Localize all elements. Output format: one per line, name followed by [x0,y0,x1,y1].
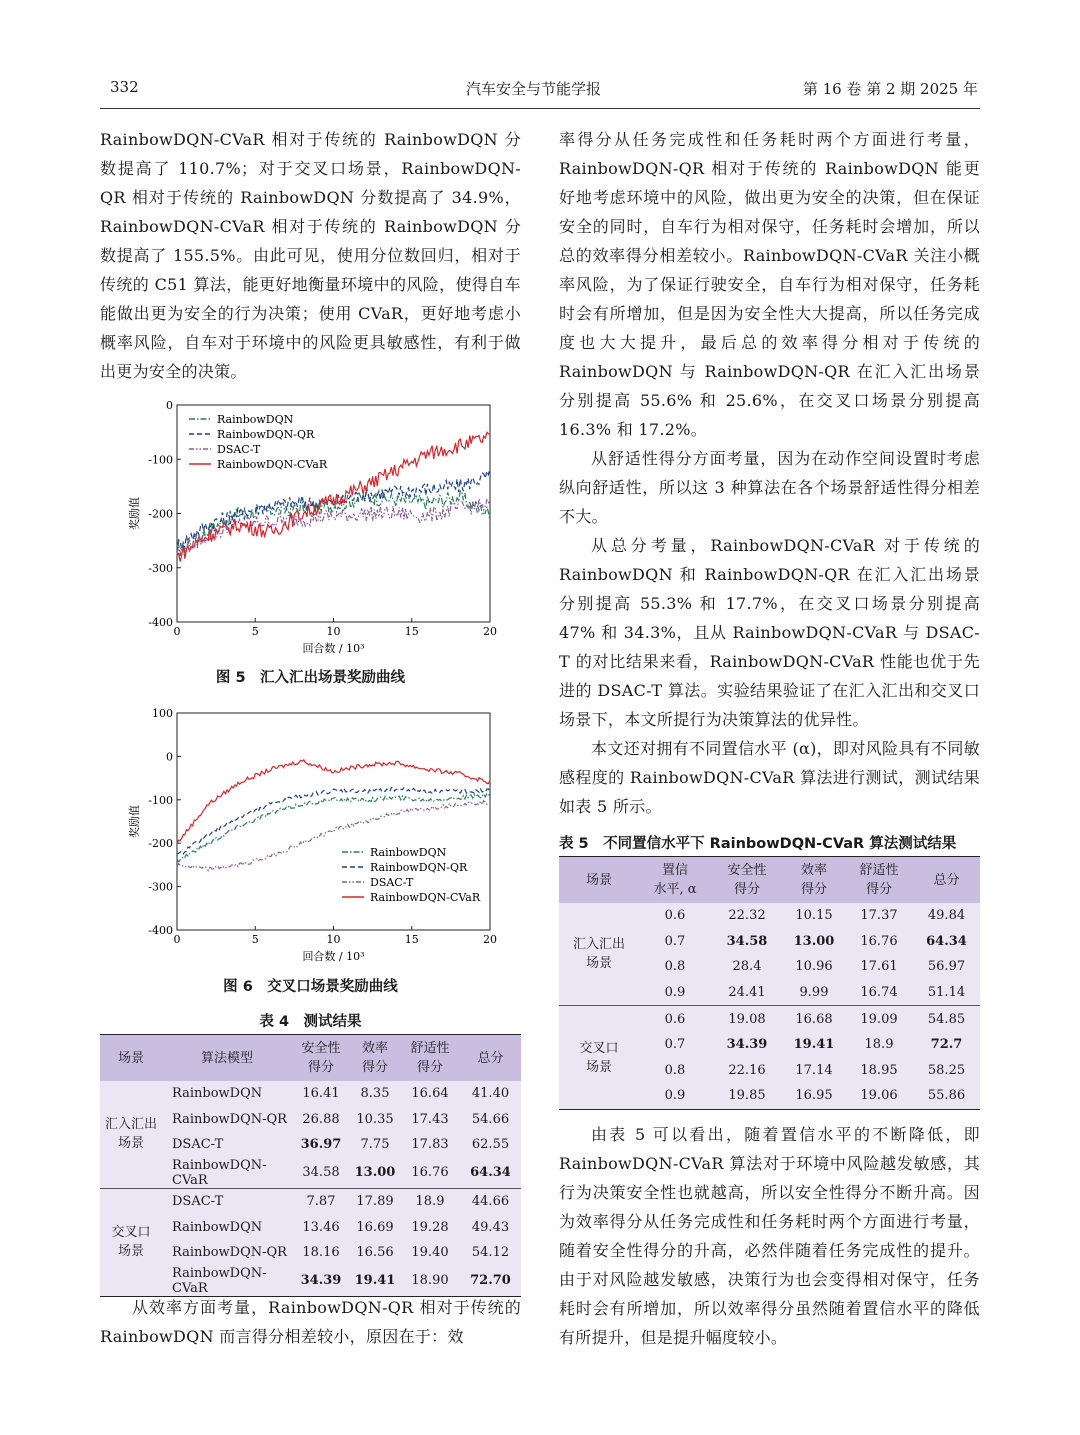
cell-comfort: 19.06 [860,1088,898,1104]
cell-total: 49.84 [927,908,966,924]
y-tick-label: -100 [148,453,173,467]
cell-total: 64.34 [470,1165,511,1181]
y-tick-label: 0 [166,399,173,412]
cell-efficiency: 16.56 [356,1245,394,1261]
cell-model: RainbowDQN [172,1219,263,1235]
cell-alpha: 0.9 [664,1088,686,1104]
cell-safety: 24.41 [728,985,766,1001]
x-tick-label: 20 [483,625,497,638]
paragraph: 本文还对拥有不同置信水平 (α)，即对风险具有不同敏感程度的 RainbowDQN-CVaR 算法进行测试，测试结果如表 5 所示。 [559,739,980,816]
cell-safety: 26.88 [302,1111,340,1127]
cell-total: 54.85 [913,1006,980,1032]
x-tick-label: 20 [483,933,497,946]
y-tick-label: -300 [148,880,173,894]
issue-info: 第 16 卷 第 2 期 2025 年 [802,80,978,98]
legend-label: RainbowDQN-QR [370,861,468,874]
table-row [100,1107,521,1133]
x-tick-label: 5 [251,625,259,638]
table-row [100,1158,521,1189]
y-axis-label: 奖励值 [128,497,141,530]
col-header-scene: 场景 [117,1050,144,1066]
x-axis-label: 回合数 / 10³ [302,642,365,655]
col-header-comfort: 舒适性 得分 [859,863,899,897]
table-4-title: 表 4 测试结果 [259,1014,362,1030]
cell-comfort: 19.40 [411,1245,449,1261]
paragraph: 从效率方面考量，RainbowDQN-QR 相对于传统的 RainbowDQN 而言得分相差较小，原因在于：效 [100,1298,521,1346]
cell-model: RainbowDQN-CVaR [172,1265,267,1296]
cell-model: RainbowDQN-QR [172,1245,287,1261]
cell-comfort: 16.64 [411,1086,449,1102]
col-header-efficiency: 效率 得分 [800,863,827,897]
left-column-bottom [100,1293,521,1351]
y-tick-label: -200 [148,837,173,851]
cell-total: 64.34 [926,933,967,949]
col-header-alpha: 置信 水平, α [653,863,697,897]
cell-model: RainbowDQN-QR [172,1111,287,1127]
paragraph: 从总分考量，RainbowDQN-CVaR 对于传统的 RainbowDQN 和 RainbowDQN-QR 在汇入汇出场景分别提高 55.3% 和 17.7%，在交叉口场景分别提高 47% 和 34.3%，且从 RainbowDQN-CVaR 与 DSAC-T 的对比结果来看，RainbowDQN-CVaR 性能也优于先进的 DSAC-T 算法。实验结果验证了在汇入汇出和交叉口场景下，本文所提行为决策算法的优异性。 [559,536,980,729]
legend-label: RainbowDQN-CVaR [217,458,328,471]
cell-total: 62.55 [471,1137,510,1153]
figure-6-caption: 图 6 交叉口场景奖励曲线 [223,979,398,995]
x-tick-label: 0 [173,933,181,946]
y-tick-label: 100 [152,707,173,720]
cell-alpha: 0.9 [664,985,686,1001]
cell-efficiency: 10.15 [795,908,833,924]
table-row [559,1006,980,1032]
scene-cell: 汇入汇出 场景 [104,1117,157,1152]
table-row [100,1266,521,1297]
x-tick-label: 10 [326,933,341,946]
cell-comfort: 18.9 [400,1188,460,1214]
x-axis-label: 回合数 / 10³ [302,950,365,963]
figure-5-chart [120,395,520,660]
cell-total: 56.97 [927,959,966,975]
cell-alpha: 0.7 [664,933,686,949]
cell-comfort: 18.90 [411,1273,449,1289]
paragraph: 由表 5 可以看出，随着置信水平的不断降低，即 RainbowDQN-CVaR 算法对于环境中风险越发敏感，其行为决策安全性也就越高，所以安全性得分不断升高。因为效率得分从任务完成性和任务耗时两个方面进行考量，随着安全性得分的升高，必然伴随着任务完成性的提升。由于对风险越发敏感，决策行为也会变得相对保守，任务耗时会有所增加，所以效率得分虽然随着置信水平的降低有所提升，但是提升幅度较小。 [559,1125,980,1347]
col-header-total: 总分 [477,1050,504,1066]
right-column-top [559,125,980,821]
scene-cell: 交叉口 场景 [559,1006,639,1109]
cell-comfort: 16.76 [411,1165,449,1181]
cell-comfort: 17.61 [860,959,898,975]
x-tick-label: 15 [404,625,419,638]
table-5 [559,856,980,1110]
cell-efficiency: 13.00 [354,1165,396,1181]
cell-efficiency: 16.95 [795,1088,833,1104]
paragraph: 从舒适性得分方面考量，因为在动作空间设置时考虑纵向舒适性，所以这 3 种算法在各个场景舒适性得分相差不大。 [559,449,980,526]
table-row [100,1188,521,1214]
y-tick-label: -300 [148,561,173,575]
legend-label: RainbowDQN [370,846,447,859]
y-tick-label: -100 [148,793,173,807]
table-row [100,1132,521,1158]
col-header-scene: 场景 [585,872,612,888]
legend-label: DSAC-T [370,876,414,889]
col-header-safety: 安全性 得分 [301,1041,341,1075]
cell-efficiency: 16.68 [783,1006,845,1032]
cell-efficiency: 9.99 [799,985,829,1001]
y-tick-label: -400 [148,616,173,629]
left-column-top [100,125,521,386]
cell-total: 41.40 [471,1086,510,1102]
table-5-title: 表 5 不同置信水平下 RainbowDQN-CVaR 算法测试结果 [559,836,957,852]
scene-cell: 交叉口 场景 [100,1188,162,1296]
scene-cell: 汇入汇出 场景 [572,937,625,972]
cell-efficiency: 8.35 [360,1086,390,1102]
cell-comfort: 17.43 [411,1111,449,1127]
cell-efficiency: 10.96 [795,959,833,975]
cell-total: 55.86 [927,1088,966,1104]
legend-label: RainbowDQN-CVaR [370,891,481,904]
col-header-total: 总分 [933,872,960,888]
table-row [100,1081,521,1107]
cell-safety: 34.39 [300,1273,342,1289]
cell-alpha: 0.6 [664,908,686,924]
cell-alpha: 0.8 [664,1062,686,1078]
cell-efficiency: 17.89 [350,1188,400,1214]
journal-title: 汽车安全与节能学报 [466,80,602,98]
col-header-safety: 安全性 得分 [727,863,767,897]
cell-model: DSAC-T [172,1137,224,1153]
cell-model: RainbowDQN-CVaR [172,1157,267,1188]
cell-safety: 36.97 [300,1137,342,1153]
right-column-bottom [559,1120,980,1352]
cell-efficiency: 17.14 [795,1062,833,1078]
cell-alpha: 0.8 [664,959,686,975]
cell-comfort: 16.74 [860,985,898,1001]
paragraph: RainbowDQN-CVaR 相对于传统的 RainbowDQN 分数提高了 110.7%；对于交叉口场景，RainbowDQN-QR 相对于传统的 RainbowDQN 分数提高了 34.9%，RainbowDQN-CVaR 相对于传统的 RainbowDQN 分数提高了 155.5%。由此可见，使用分位数回归，相对于传统的 C51 算法，能更好地衡量环境中的风险，使得自车能做出更为安全的行为决策；使用 CVaR，更好地考虑小概率风险，自车对于环境中的风险更具敏感性，有利于做出更为安全的决策。 [100,130,521,381]
table-row [559,903,980,929]
cell-total: 54.12 [471,1245,510,1261]
col-header-efficiency: 效率 得分 [361,1041,388,1075]
paragraph: 率得分从任务完成性和任务耗时两个方面进行考量，RainbowDQN-QR 相对于传统的 RainbowDQN 能更好地考虑环境中的风险，做出更为安全的决策，但在保证安全的同时，自车行为相对保守，任务耗时会增加，所以总的效率得分相差较小。RainbowDQN-CVaR 关注小概率风险，为了保证行驶安全，自车行为相对保守，任务耗时会有所增加，但是因为安全性大大提高，所以任务完成度也大大提升，最后总的效率得分相对于传统的 RainbowDQN 与 RainbowDQN-QR 在汇入汇出场景分别提高 55.6% 和 25.6%，在交叉口场景分别提高 16.3% 和 17.2%。 [559,130,980,439]
cell-total: 72.7 [930,1037,963,1053]
cell-safety: 18.16 [302,1245,340,1261]
cell-efficiency: 16.69 [356,1219,394,1235]
cell-safety: 19.85 [728,1088,766,1104]
cell-alpha: 0.6 [639,1006,711,1032]
cell-model: DSAC-T [162,1188,292,1214]
cell-total: 58.25 [927,1062,966,1078]
cell-safety: 34.58 [302,1165,340,1181]
cell-total: 49.43 [471,1219,510,1235]
cell-efficiency: 19.41 [354,1273,396,1289]
cell-safety: 34.58 [726,933,768,949]
running-header [100,76,980,109]
page-number: 332 [110,78,139,96]
table-row [100,1240,521,1266]
cell-total: 72.70 [470,1273,511,1289]
col-header-comfort: 舒适性 得分 [410,1041,450,1075]
cell-safety: 22.32 [728,908,766,924]
table-row [100,1214,521,1240]
cell-safety: 7.87 [292,1188,350,1214]
y-tick-label: 0 [166,750,173,764]
col-header-model: 算法模型 [200,1050,253,1066]
cell-efficiency: 19.41 [793,1037,835,1053]
legend-label: RainbowDQN [217,413,294,426]
x-tick-label: 10 [326,625,341,638]
cell-alpha: 0.7 [664,1037,686,1053]
x-tick-label: 0 [173,625,181,638]
series-line-rainbowdqn-qr [177,788,490,855]
figure-6-chart [120,703,520,968]
cell-comfort: 18.9 [864,1037,894,1053]
x-tick-label: 5 [251,933,259,946]
cell-comfort: 19.09 [845,1006,913,1032]
y-tick-label: -400 [148,924,173,937]
cell-comfort: 18.95 [860,1062,898,1078]
cell-model: RainbowDQN [172,1086,263,1102]
cell-safety: 28.4 [732,959,762,975]
table-4 [100,1034,521,1297]
x-tick-label: 15 [404,933,419,946]
y-axis-label: 奖励值 [128,805,141,838]
cell-safety: 22.16 [728,1062,766,1078]
cell-total: 54.66 [471,1111,510,1127]
cell-safety: 19.08 [711,1006,783,1032]
cell-comfort: 17.83 [411,1137,449,1153]
legend-label: DSAC-T [217,443,261,456]
cell-safety: 34.39 [726,1037,768,1053]
cell-safety: 13.46 [302,1219,340,1235]
cell-efficiency: 13.00 [793,933,835,949]
cell-comfort: 19.28 [411,1219,449,1235]
cell-comfort: 16.76 [860,933,898,949]
cell-safety: 16.41 [302,1086,340,1102]
cell-comfort: 17.37 [860,908,898,924]
cell-efficiency: 10.35 [356,1111,394,1127]
cell-total: 44.66 [460,1188,521,1214]
legend-label: RainbowDQN-QR [217,428,315,441]
y-tick-label: -200 [148,507,173,521]
figure-5-caption: 图 5 汇入汇出场景奖励曲线 [215,670,406,686]
cell-total: 51.14 [927,985,966,1001]
cell-efficiency: 7.75 [360,1137,390,1153]
